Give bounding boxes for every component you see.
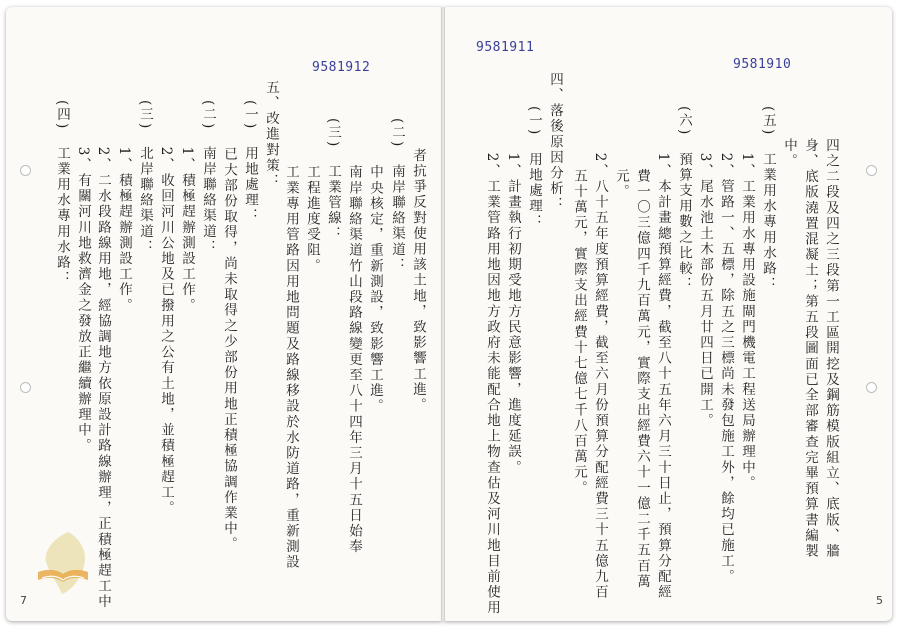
text-column: 南岸聯絡渠道竹山段路線變更至八十四年三月十五日始奉: [346, 118, 362, 555]
text-column: (三) 北岸聯絡渠道：: [137, 100, 153, 256]
archive-watermark-logo: [28, 528, 98, 598]
text-column: 五十萬元，實際支出經費十七億七千八百萬元。: [571, 106, 587, 496]
text-column: 1、本計畫總預算經費，截至八十五年六月三十日止，預算分配經: [655, 106, 671, 601]
text-column: 者抗爭反對使用該土地，致影響工進。: [410, 148, 426, 414]
text-column: 四、落後原因分析：: [547, 72, 563, 213]
text-column: 1、積極趕辦測設工作。: [116, 100, 132, 314]
punch-hole: [20, 382, 31, 393]
right-serial-number: 9581910: [733, 57, 792, 72]
text-column: 1、計畫執行初期受地方民意影響，進度延誤。: [505, 106, 521, 476]
text-column: (五) 工業用水專用水路：: [760, 106, 776, 293]
text-column: 費一〇三億四千九百萬元，實際支出經費六十一億二千五百萬: [634, 106, 650, 590]
punch-hole: [866, 382, 877, 393]
text-column: (三) 工業管線：: [325, 118, 341, 242]
text-column: 3、有關河川地救濟金之發放正繼續辦理中。: [75, 100, 91, 454]
book-gutter: [441, 7, 445, 621]
text-column: (四) 工業用水專用水路：: [54, 100, 70, 287]
text-column: 工程進度受阻。: [304, 118, 320, 274]
left-serial-number: 9581912: [312, 60, 371, 75]
text-column: 元。: [613, 106, 629, 200]
text-column: 2、管路一、五標，除五之三標尚未發包施工外，餘均已施工。: [718, 106, 734, 585]
text-column: 3、尾水池土木部份五月廿四日已開工。: [697, 106, 713, 429]
text-column: 已大部份取得，尚未取得之少部份用地正積極協調作業中。: [221, 100, 237, 553]
text-column: (一) 用地處理：: [242, 100, 258, 224]
punch-hole: [20, 165, 31, 176]
text-column: 身、底版澆置混凝土；第五段圖面已全部審查完畢預算書編製: [802, 138, 818, 560]
text-column: 中央核定，重新測設，致影響工進。: [367, 118, 383, 415]
right-page-number: 5: [876, 594, 883, 607]
text-column: (二) 南岸聯絡渠道：: [200, 100, 216, 256]
left-page-number: 7: [20, 594, 27, 607]
text-column: 2、收回河川公地及已撥用之公有土地，並積極趕工。: [158, 100, 174, 517]
text-column: 四之二段及四之三段第一工區開挖及鋼筋模版組立、底版、牆: [823, 138, 839, 560]
text-column: (六) 預算支用數之比較：: [676, 106, 692, 293]
text-column: 1、積極趕辦測設工作。: [179, 100, 195, 314]
text-column: 2、二水段路線用地，經協調地方依原設計路線辦理，正積極趕工中: [95, 100, 111, 610]
text-column: (二) 南岸聯絡渠道：: [389, 118, 405, 274]
text-column: 中。: [781, 138, 797, 170]
text-column: 2、八十五年度預算經費，截至六月份預算分配經費三十五億九百: [592, 106, 608, 601]
text-column: (一) 用地處理：: [526, 106, 542, 230]
right-top-serial-number: 9581911: [476, 40, 535, 55]
text-column: 2、工業管路用地因地方政府未能配合地上物查估及河川地目前使用: [484, 106, 500, 616]
text-column: 1、工業用水專用設施閘門機電工程送局辦理中。: [739, 106, 755, 492]
text-column: 工業專用管路因用地問題及路線移設於水防道路，重新測設: [283, 118, 299, 571]
punch-hole: [866, 165, 877, 176]
text-column: 五、改進對策：: [263, 80, 279, 190]
